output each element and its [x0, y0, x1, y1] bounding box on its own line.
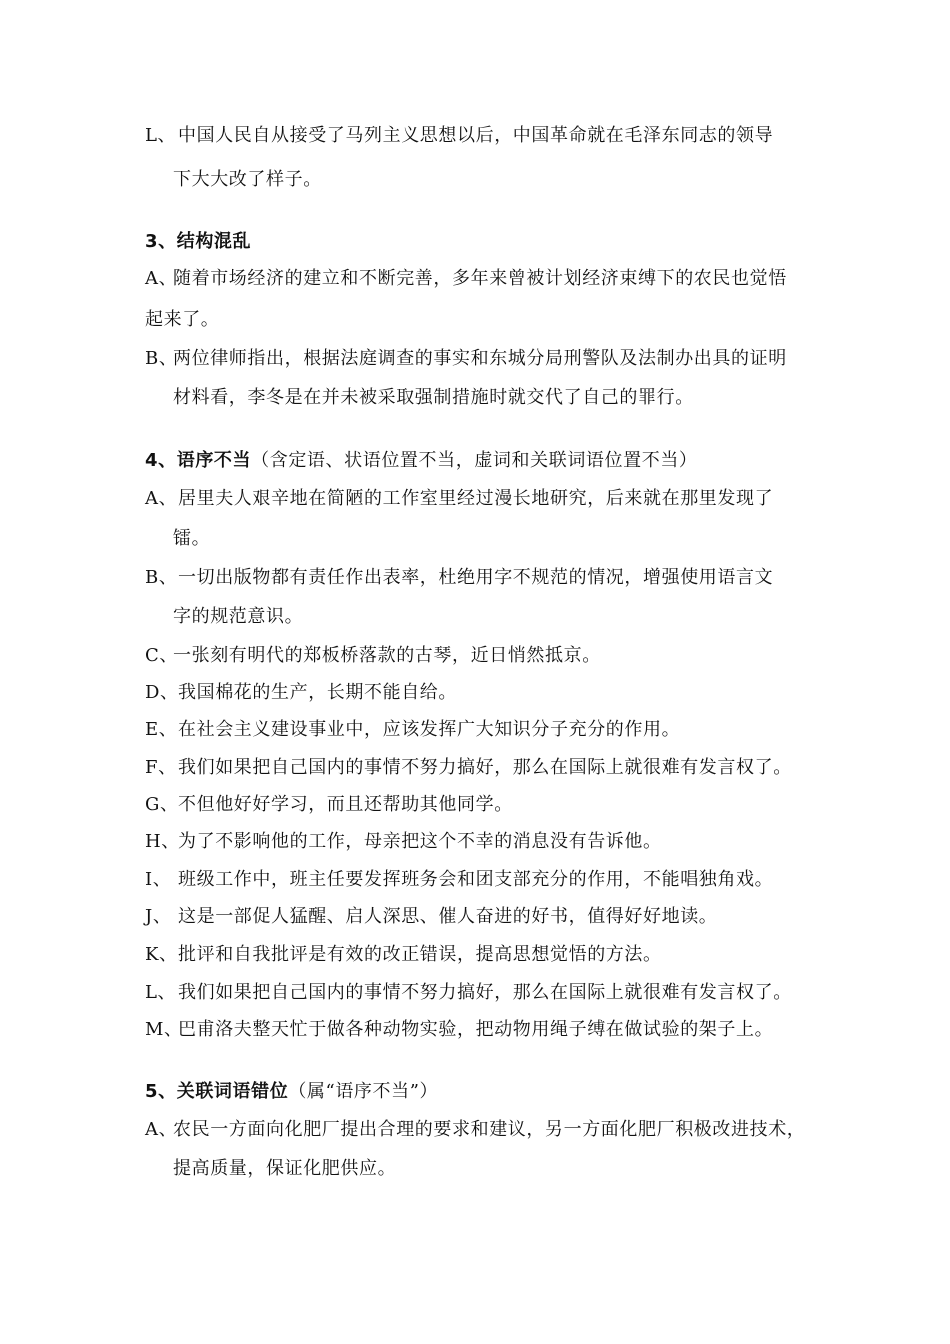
item-marker: D、	[145, 682, 179, 703]
section-4-heading	[145, 450, 698, 472]
section-note: （含定语、状语位置不当，虚词和关联词语位置不当）	[251, 450, 698, 471]
item-text-continuation: 下大大改了样子。	[173, 169, 322, 190]
item-marker: L、	[145, 125, 177, 146]
section-title: 3、结构混乱	[145, 231, 252, 252]
item-marker: A、	[145, 488, 178, 509]
item-marker: M、	[145, 1019, 183, 1040]
item-marker: E、	[145, 719, 178, 740]
section-title: 5、关联词语错位	[145, 1081, 289, 1102]
item-text-continuation: 镭。	[173, 528, 211, 549]
item-marker: A、	[145, 268, 178, 289]
list-item-L-line1	[145, 125, 773, 147]
item-marker: G、	[145, 794, 179, 815]
item-marker: F、	[145, 757, 177, 778]
item-marker: J、	[145, 906, 172, 927]
section-4-item-L	[145, 982, 792, 1004]
section-5-item-A-line1	[145, 1119, 805, 1141]
section-3-heading	[145, 231, 251, 253]
section-4-item-A-line2	[173, 528, 210, 550]
section-4-item-K	[145, 944, 662, 966]
item-marker: B、	[145, 348, 178, 369]
section-4-item-H	[145, 831, 662, 853]
item-text-continuation: 材料看，李冬是在并未被采取强制措施时就交代了自己的罪行。	[173, 387, 694, 408]
item-text-continuation: 提高质量，保证化肥供应。	[173, 1158, 397, 1179]
item-text: 我们如果把自己国内的事情不努力搞好，那么在国际上就很难有发言权了。	[178, 757, 792, 778]
item-marker: A、	[145, 1119, 178, 1140]
section-3-item-A-line2	[145, 309, 219, 331]
item-marker: I、	[145, 869, 172, 890]
item-text-continuation: 起来了。	[145, 309, 220, 330]
section-5-heading	[145, 1081, 438, 1103]
item-text: 随着市场经济的建立和不断完善，多年来曾被计划经济束缚下的农民也觉悟	[173, 268, 787, 289]
section-4-item-B-line1	[145, 567, 773, 589]
item-marker: K、	[145, 944, 178, 965]
item-text: 两位律师指出，根据法庭调查的事实和东城分局刑警队及法制办出具的证明	[173, 348, 787, 369]
section-3-item-B-line2	[173, 387, 694, 409]
section-4-item-F	[145, 757, 792, 779]
item-marker: C、	[145, 645, 178, 666]
section-4-item-I	[145, 869, 773, 891]
item-text: 批评和自我批评是有效的改正错误，提高思想觉悟的方法。	[178, 944, 662, 965]
item-text: 农民一方面向化肥厂提出合理的要求和建议，另一方面化肥厂积极改进技术，	[173, 1119, 806, 1140]
section-3-item-A-line1	[145, 268, 787, 290]
list-item-L-line2	[173, 169, 322, 191]
item-text: 一张刻有明代的郑板桥落款的古琴，近日悄然抵京。	[173, 645, 601, 666]
item-text: 我国棉花的生产，长期不能自给。	[178, 682, 457, 703]
section-title: 4、语序不当	[145, 450, 252, 471]
item-text: 为了不影响他的工作，母亲把这个不幸的消息没有告诉他。	[178, 831, 662, 852]
section-note: （属“语序不当”）	[288, 1081, 439, 1102]
item-marker: L、	[145, 982, 177, 1003]
item-text: 不但他好好学习，而且还帮助其他同学。	[178, 794, 513, 815]
item-text: 中国人民自从接受了马列主义思想以后，中国革命就在毛泽东同志的领导	[178, 125, 774, 146]
item-text: 这是一部促人猛醒、启人深思、催人奋进的好书，值得好好地读。	[178, 906, 718, 927]
section-4-item-D	[145, 682, 457, 704]
section-5-item-A-line2	[173, 1158, 396, 1180]
section-4-item-G	[145, 794, 513, 816]
section-4-item-B-line2	[173, 606, 303, 628]
item-text: 一切出版物都有责任作出表率，杜绝用字不规范的情况，增强使用语言文	[178, 567, 774, 588]
section-3-item-B-line1	[145, 348, 787, 370]
item-text: 居里夫人艰辛地在简陋的工作室里经过漫长地研究，后来就在那里发现了	[178, 488, 774, 509]
section-4-item-J	[145, 906, 717, 928]
item-marker: H、	[145, 831, 180, 852]
section-4-item-A-line1	[145, 488, 773, 510]
item-text: 在社会主义建设事业中，应该发挥广大知识分子充分的作用。	[178, 719, 681, 740]
section-4-item-M	[145, 1019, 773, 1041]
item-text: 巴甫洛夫整天忙于做各种动物实验，把动物用绳子缚在做试验的架子上。	[178, 1019, 774, 1040]
item-marker: B、	[145, 567, 178, 588]
item-text-continuation: 字的规范意识。	[173, 606, 304, 627]
item-text: 我们如果把自己国内的事情不努力搞好，那么在国际上就很难有发言权了。	[178, 982, 792, 1003]
section-4-item-C	[145, 645, 601, 667]
section-4-item-E	[145, 719, 680, 741]
item-text: 班级工作中，班主任要发挥班务会和团支部充分的作用，不能唱独角戏。	[178, 869, 774, 890]
